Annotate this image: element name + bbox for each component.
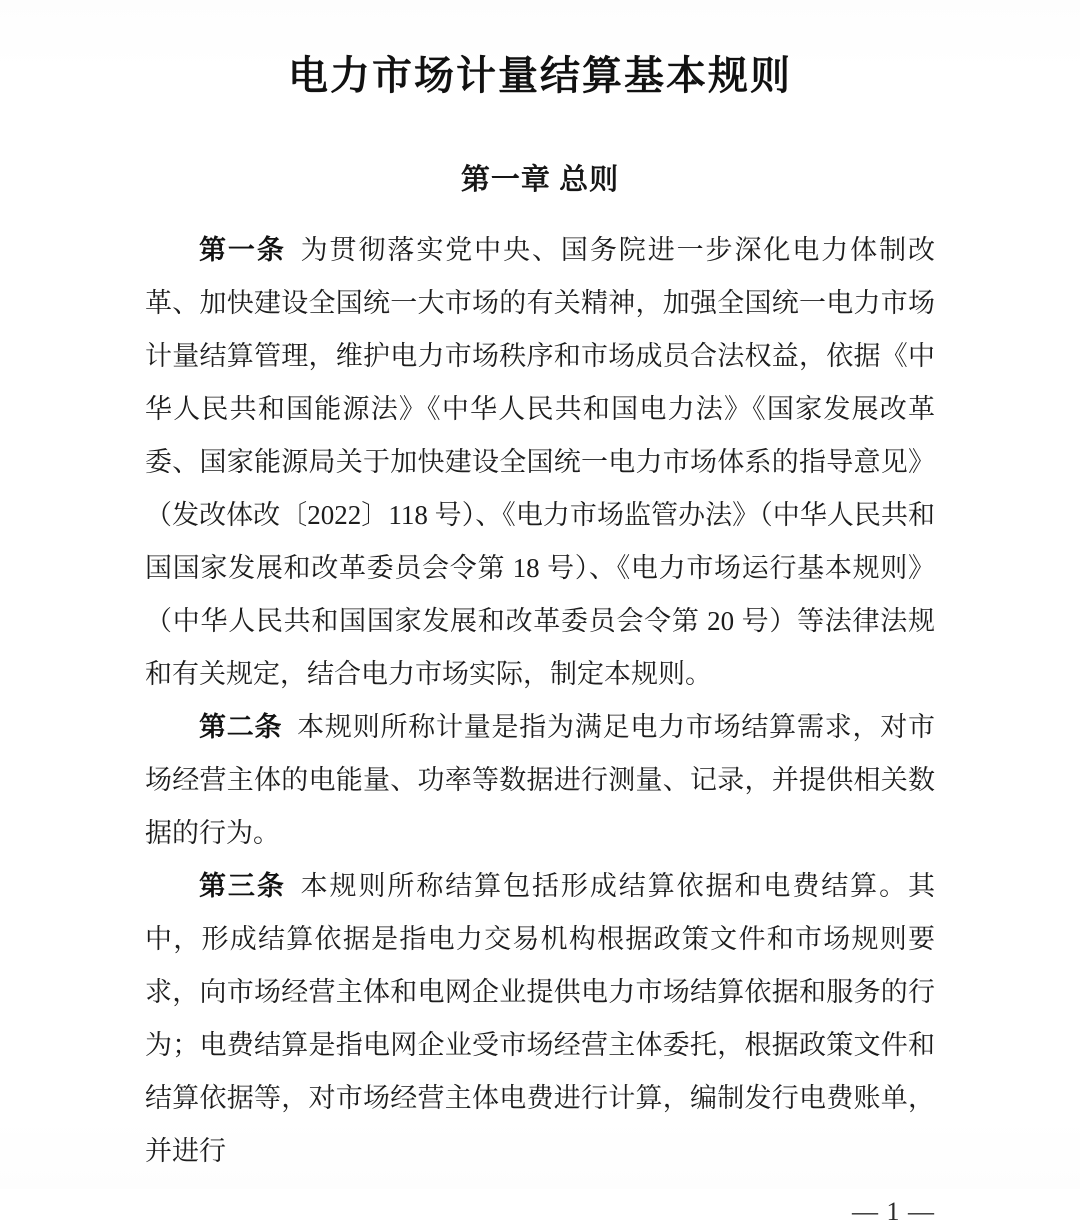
article-3-text: 本规则所称结算包括形成结算依据和电费结算。其中，形成结算依据是指电力交易机构根据政策文件和市场规则要求，向市场经营主体和电网企业提供电力市场结算依据和服务的行为；电费结算是指电网企业受市场经营主体委托，根据政策文件和结算依据等，对市场经营主体电费进行计算，编制发行电费账单，并进行 (145, 871, 936, 1166)
article-2-paragraph (145, 701, 935, 860)
article-3-paragraph (145, 860, 935, 1178)
article-2-text: 本规则所称计量是指为满足电力市场结算需求，对市场经营主体的电能量、功率等数据进行测量、记录，并提供相关数据的行为。 (145, 712, 936, 848)
document-title: 电力市场计量结算基本规则 (288, 53, 792, 98)
article-3-number: 第三条 (199, 871, 286, 901)
article-1-text: 为贯彻落实党中央、国务院进一步深化电力体制改革、加快建设全国统一大市场的有关精神，加强全国统一电力市场计量结算管理，维护电力市场秩序和市场成员合法权益，依据《中华人民共和国能源法》《中华人民共和国电力法》《国家发展改革委、国家能源局关于加快建设全国统一电力市场体系的指导意见》（发改体改〔2022〕118 号）、《电力市场监管办法》（中华人民共和国国家发展和改革委员会令第 18 号）、《电力市场运行基本规则》（中华人民共和国国家发展和改革委员会令第 20 号）等法律法规和有关规定，结合电力市场实际，制定本规则。 (145, 235, 936, 689)
article-1-paragraph (145, 224, 935, 701)
article-2-number: 第二条 (199, 712, 283, 742)
document-body (145, 224, 935, 1178)
page-number: — 1 — (852, 1197, 935, 1226)
chapter-heading: 第一章 总则 (460, 164, 620, 196)
article-1-number: 第一条 (199, 235, 286, 265)
